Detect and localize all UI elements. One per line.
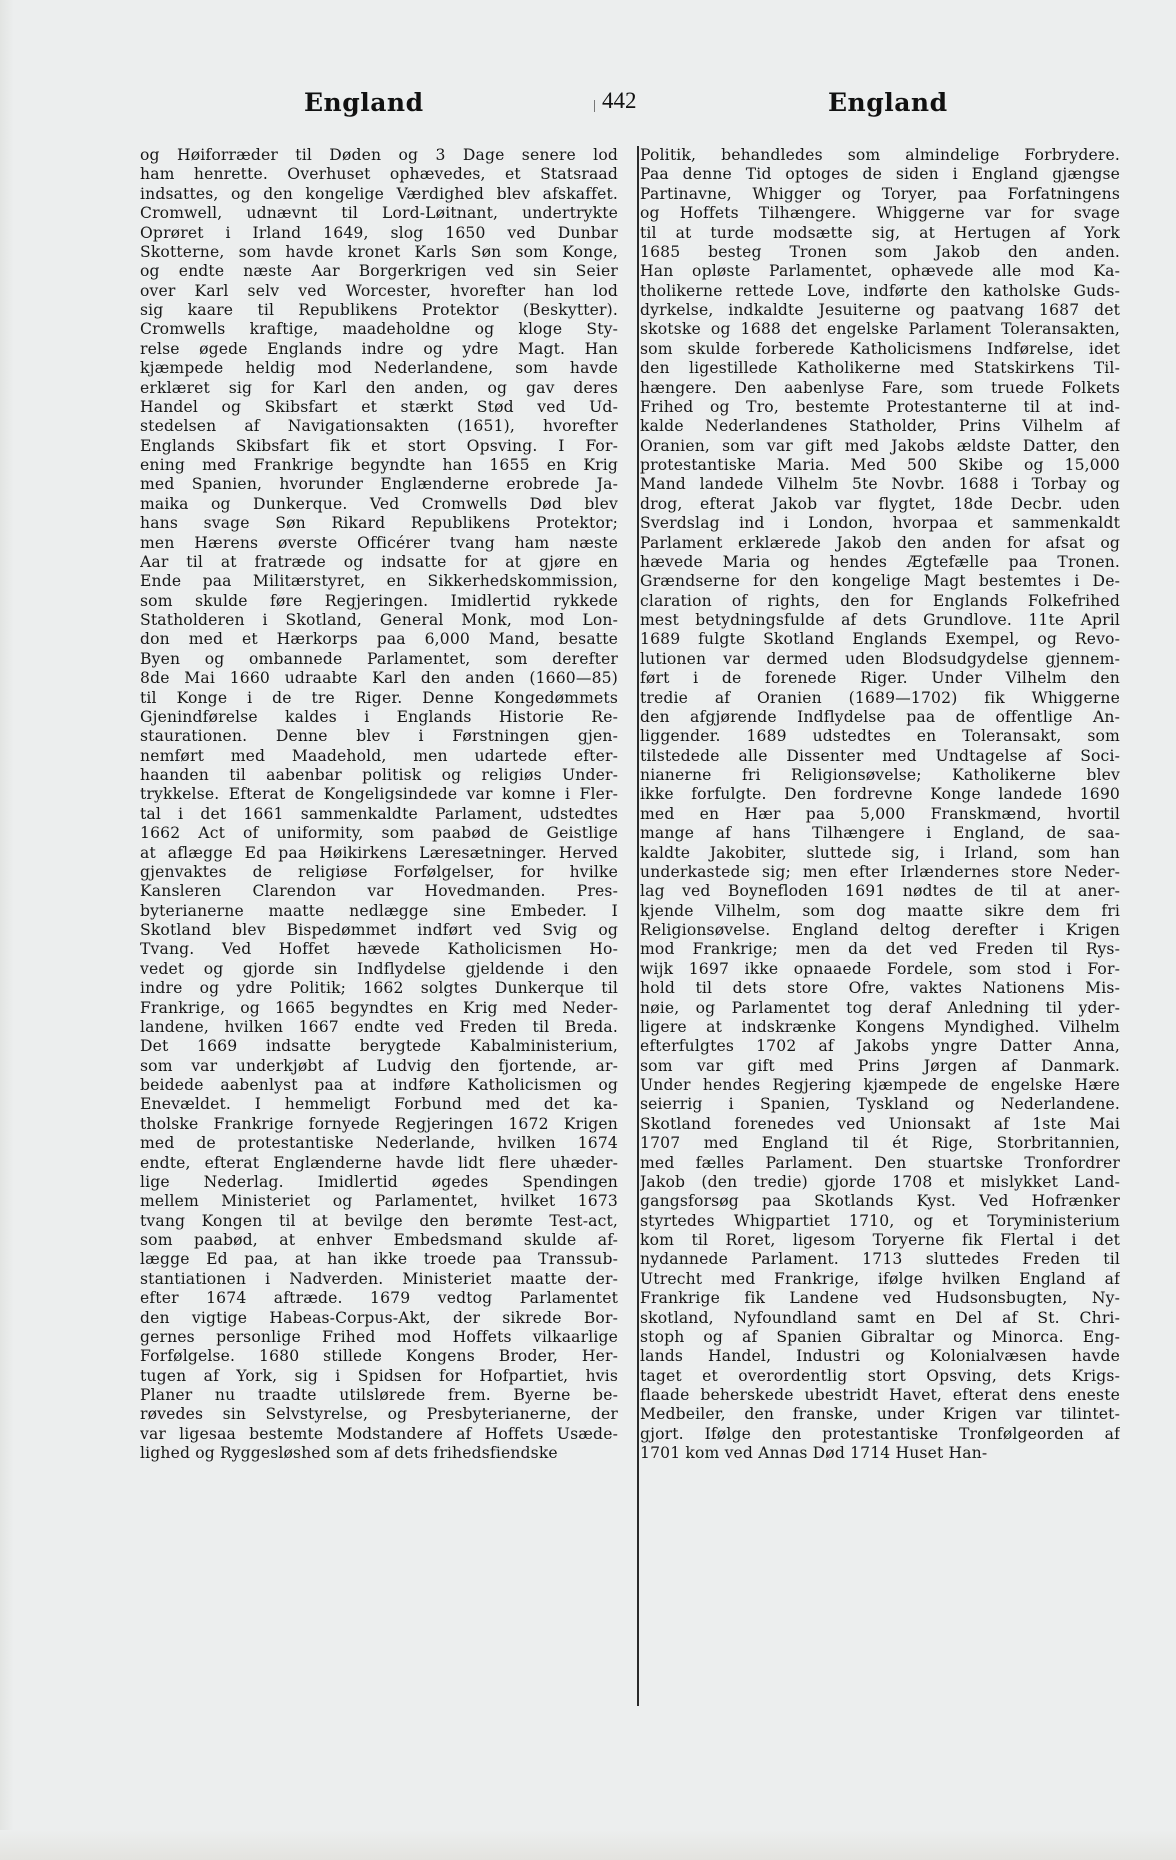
text-line: hængere. Den aabenlyse Fare, som truede Folkets (640, 378, 1120, 397)
text-line: indsattes, og den kongelige Værdighed blev afskaffet. (140, 184, 618, 203)
text-line: mod Frankrige; men da det ved Freden til Rys- (640, 940, 1120, 959)
text-line: til at turde modsætte sig, at Hertugen af York (640, 223, 1120, 242)
text-line: Byen og ombannede Parlamentet, som derefter (140, 649, 618, 668)
text-line: Aar til at fratræde og indsatte for at gjøre en (140, 552, 618, 571)
text-line: Skotland blev Bispedømmet indført ved Svig og (140, 921, 618, 939)
text-line: tredie af Oranien (1689—1702) fik Whiggerne (640, 688, 1120, 707)
text-line: tvang Kongen til at bevilge den berømte Test-act, (140, 1211, 618, 1230)
text-line: don med et Hærkorps paa 6,000 Mand, besatte (140, 630, 618, 649)
text-line: som skulde føre Regjeringen. Imidlertid rykkede (140, 591, 618, 610)
text-line: underkastede sig; men efter Irlændernes store Neder- (640, 862, 1120, 881)
text-line: ham henrette. Overhuset ophævedes, et Statsraad (140, 165, 618, 184)
text-line: staurationen. Denne blev i Førstningen gjen- (140, 727, 618, 746)
page-edge-left (0, 0, 14, 1860)
left-text-column (140, 146, 618, 1464)
text-line: lægge Ed paa, at han ikke troede paa Transsub- (140, 1250, 618, 1269)
text-line: Tvang. Ved Hoffet hævede Katholicismen Ho- (140, 940, 618, 959)
text-line: Politik, behandledes som almindelige Forbrydere. (640, 146, 1120, 164)
text-line: indre og ydre Politik; 1662 solgtes Dunkerque til (140, 979, 618, 998)
text-line: nianerne fri Religionsøvelse; Katholikerne blev (640, 766, 1120, 784)
text-line: Frihed og Tro, bestemte Protestanterne til at ind- (640, 397, 1120, 416)
text-line: stoph og af Spanien Gibraltar og Minorca. Eng- (640, 1327, 1120, 1346)
text-line: Under hendes Regjering kjæmpede de engelske Hære (640, 1076, 1120, 1094)
text-line: Det 1669 indsatte berygtede Kabalministerium, (140, 1037, 618, 1056)
text-line: ført i de forenede Riger. Under Vilhelm den (640, 669, 1120, 688)
running-header (0, 88, 1176, 128)
text-line: med en Hær paa 5,000 Franskmænd, hvortil (640, 804, 1120, 823)
text-line: gangsforsøg paa Skotlands Kyst. Ved Hofrænker (640, 1192, 1120, 1211)
text-line: 1685 besteg Tronen som Jakob den anden. (640, 242, 1120, 261)
text-line: kaldte Jakobiter, sluttede sig, i Irland, som han (640, 843, 1120, 862)
text-line: nydannede Parlament. 1713 sluttedes Freden til (640, 1250, 1120, 1269)
running-head-right: England (828, 88, 948, 117)
text-line: efterfulgtes 1702 af Jakobs yngre Datter Anna, (640, 1037, 1120, 1056)
text-line: var ligesaa bestemte Modstandere af Hoffets Usæde- (140, 1424, 618, 1443)
text-line: som var underkjøbt af Ludvig den fjortende, ar- (140, 1056, 618, 1075)
text-line: ligere at indskrænke Kongens Myndighed. Vilhelm (640, 1017, 1120, 1036)
text-line: gernes personlige Frihed mod Hoffets vilkaarlige (140, 1327, 618, 1346)
text-line: haanden til aabenbar politisk og religiøs Under- (140, 766, 618, 784)
text-line: 1701 kom ved Annas Død 1714 Huset Han- (640, 1444, 988, 1463)
text-line: tugen af York, sig i Spidsen for Hofpartiet, hvis (140, 1366, 618, 1385)
text-line: beidede aabenlyst paa at indføre Katholicismen og (140, 1076, 618, 1094)
text-line: relse øgede Englands indre og ydre Magt. Han (140, 339, 618, 358)
text-line: som var gift med Prins Jørgen af Danmark. (640, 1056, 1120, 1075)
text-line: vedet og gjorde sin Indflydelse gjeldende i den (140, 959, 618, 978)
text-line: lands Handel, Industri og Kolonialvæsen havde (640, 1347, 1120, 1366)
text-line: kalde Nederlandenes Statholder, Prins Vilhelm af (640, 417, 1120, 436)
text-line: efter 1674 aftræde. 1679 vedtog Parlamentet (140, 1289, 618, 1308)
text-line: mellem Ministeriet og Parlamentet, hvilket 1673 (140, 1192, 618, 1211)
text-line: stedelsen af Navigationsakten (1651), hvorefter (140, 417, 618, 436)
text-line: til Konge i de tre Riger. Denne Kongedømmets (140, 688, 618, 707)
text-line: Oprøret i Irland 1649, slog 1650 ved Dunbar (140, 223, 618, 242)
text-line: dyrkelse, indkaldte Jesuiterne og paatvang 1687 det (640, 301, 1120, 319)
text-line: Parlament erklærede Jakob den anden for afsat og (640, 533, 1120, 552)
text-line: gjenvaktes de religiøse Forfølgelser, for hvilke (140, 862, 618, 881)
text-line: Englands Skibsfart fik et stort Opsving. I For- (140, 436, 618, 455)
text-line: wijk 1697 ikke opnaaede Fordele, som stod i For- (640, 959, 1120, 978)
text-line: sig kaare til Republikens Protektor (Beskytter). (140, 301, 618, 319)
text-line: claration of rights, den for Englands Folkefrihed (640, 591, 1120, 610)
column-divider (637, 146, 639, 1706)
text-line: at aflægge Ed paa Høikirkens Læresætninger. Herved (140, 843, 618, 862)
text-line: ikke forfulgte. Den fordrevne Konge landede 1690 (640, 785, 1120, 804)
page-number: 442 (602, 88, 637, 113)
text-line: erklæret sig for Karl den anden, og gav deres (140, 378, 618, 397)
text-line: tholske Frankrige fornyede Regjeringen 1672 Krigen (140, 1114, 618, 1133)
text-line: trykkelse. Efterat de Kongeligsindede var komne i Fler- (140, 785, 618, 804)
text-line: lige Nederlag. Imidlertid øgedes Spendingen (140, 1172, 618, 1191)
text-line: som paabød, at enhver Embedsmand skulde af- (140, 1231, 618, 1249)
text-line: tilstedede alle Dissenter med Undtagelse af Soci- (640, 746, 1120, 765)
text-line: 1707 med England til ét Rige, Storbritannien, (640, 1134, 1120, 1153)
text-line: lutionen var dermed uden Blodsudgydelse gjennem- (640, 649, 1120, 668)
text-line: og endte næste Aar Borgerkrigen ved sin Seier (140, 262, 618, 281)
text-line: som skulde forberede Katholicismens Indførelse, idet (640, 339, 1120, 358)
text-line: med fælles Parlament. Den stuartske Tronfordrer (640, 1153, 1120, 1172)
text-line: endte, efterat Englænderne havde lidt flere uhæder- (140, 1153, 618, 1172)
text-line: hævede Maria og hendes Ægtefælle paa Tronen. (640, 552, 1120, 571)
text-line: kjæmpede heldig mod Nederlandene, som havde (140, 359, 618, 378)
text-line: Sverdslag ind i London, hvorpaa et sammenkaldt (640, 514, 1120, 533)
text-line: mest betydningsfulde af dets Grundlove. 11te April (640, 611, 1120, 629)
text-line: Grændserne for den kongelige Magt bestemtes i De- (640, 572, 1120, 591)
text-line: tal i det 1661 sammenkaldte Parlament, udstedtes (140, 804, 618, 823)
text-line: 1689 fulgte Skotland Englands Exempel, og Revo- (640, 630, 1120, 649)
text-line: Partinavne, Whigger og Toryer, paa Forfatningens (640, 184, 1120, 203)
text-line: Cromwell, udnævnt til Lord-Løitnant, undertrykte (140, 204, 618, 223)
text-line: den vigtige Habeas-Corpus-Akt, der sikrede Bor- (140, 1308, 618, 1327)
text-line: Frankrige, og 1665 begyndtes en Krig med Neder- (140, 998, 618, 1017)
text-line: stantiationen i Nadverden. Ministeriet maatte der- (140, 1269, 618, 1288)
text-line: Forfølgelse. 1680 stillede Kongens Broder, Her- (140, 1347, 618, 1366)
text-line: mange af hans Tilhængere i England, de saa- (640, 824, 1120, 843)
text-line: Kansleren Clarendon var Hovedmanden. Pres- (140, 882, 618, 901)
text-line: landene, hvilken 1667 endte ved Freden til Breda. (140, 1017, 618, 1036)
text-line: Planer nu traadte utilslørede frem. Byerne be- (140, 1386, 618, 1404)
text-line: seierrig i Spanien, Tyskland og Nederlandene. (640, 1095, 1120, 1114)
text-line: Religionsøvelse. England deltog derefter i Krigen (640, 921, 1120, 939)
text-line: Skotterne, som havde kronet Karls Søn som Konge, (140, 242, 618, 261)
text-line: over Karl selv ved Worcester, hvorefter han lod (140, 281, 618, 300)
text-line: Statholderen i Skotland, General Monk, mod Lon- (140, 611, 618, 629)
text-line: Han opløste Parlamentet, ophævede alle mod Ka- (640, 262, 1120, 281)
text-line: gjort. Ifølge den protestantiske Tronfølgeorden af (640, 1424, 1120, 1443)
text-line: styrtedes Whigpartiet 1710, og et Toryministerium (640, 1211, 1120, 1230)
text-line: nemført med Maadehold, men udartede efter- (140, 746, 618, 765)
text-line: skotland, Nyfoundland samt en Del af St. Chri- (640, 1308, 1120, 1327)
text-line: byterianerne maatte nedlægge sine Embeder. I (140, 901, 618, 920)
text-line: røvedes sin Selvstyrelse, og Presbyterianerne, der (140, 1405, 618, 1424)
text-line: Mand landede Vilhelm 5te Novbr. 1688 i Torbay og (640, 475, 1120, 494)
text-line: med Spanien, hvorunder Englænderne erobrede Ja- (140, 475, 618, 494)
text-line: og Høiforræder til Døden og 3 Dage senere lod (140, 146, 618, 164)
text-line: skotske og 1688 det engelske Parlament Toleransakten, (640, 320, 1120, 339)
running-head-left: England (304, 88, 424, 117)
text-line: og Hoffets Tilhængere. Whiggerne var for svage (640, 204, 1120, 223)
text-line: Cromwells kraftige, maadeholdne og kloge Sty- (140, 320, 618, 339)
text-line: den ligestillede Katholikerne med Statskirkens Til- (640, 359, 1120, 378)
text-line: Jakob (den tredie) gjorde 1708 et mislykket Land- (640, 1172, 1120, 1191)
text-line: 8de Mai 1660 udraabte Karl den anden (1660—85) (140, 669, 618, 688)
text-line: protestantiske Maria. Med 500 Skibe og 15,000 (640, 456, 1120, 474)
text-line: nøie, og Parlamentet tog deraf Anledning til yder- (640, 998, 1120, 1017)
text-line: maika og Dunkerque. Ved Cromwells Død blev (140, 494, 618, 513)
text-line: kjende Vilhelm, som dog maatte sikre dem fri (640, 901, 1120, 920)
text-line: drog, efterat Jakob var flygtet, 18de Decbr. uden (640, 494, 1120, 513)
text-line: Enevældet. I hemmeligt Forbund med det ka- (140, 1095, 618, 1114)
text-line: men Hærens øverste Officérer tvang ham næste (140, 533, 618, 552)
text-line: den afgjørende Indflydelse paa de offentlige An- (640, 707, 1120, 726)
text-line: hans svage Søn Rikard Republikens Protektor; (140, 514, 618, 533)
text-line: med de protestantiske Nederlande, hvilken 1674 (140, 1134, 618, 1153)
text-line: lighed og Ryggesløshed som af dets frihedsfiendske (140, 1444, 558, 1463)
text-line: Handel og Skibsfart et stærkt Stød ved Ud- (140, 397, 618, 416)
text-line: kom til Roret, ligesom Toryerne fik Flertal i det (640, 1231, 1120, 1249)
text-line: ening med Frankrige begyndte han 1655 en Krig (140, 456, 618, 474)
text-line: Skotland forenedes ved Unionsakt af 1ste Mai (640, 1114, 1120, 1133)
text-line: 1662 Act of uniformity, som paabød de Geistlige (140, 824, 618, 843)
text-line: flaade beherskede ubestridt Havet, efterat dens eneste (640, 1386, 1120, 1404)
text-line: Oranien, som var gift med Jakobs ældste Datter, den (640, 436, 1120, 455)
text-line: Medbeiler, den franske, under Krigen var tilintet- (640, 1405, 1120, 1424)
text-line: Frankrige fik Landene ved Hudsonsbugten, Ny- (640, 1289, 1120, 1308)
text-line: tholikerne rettede Love, indførte den katholske Guds- (640, 281, 1120, 300)
text-line: taget et overordentlig stort Opsving, dets Krigs- (640, 1366, 1120, 1385)
text-line: Gjenindførelse kaldes i Englands Historie Re- (140, 707, 618, 726)
right-text-column (640, 146, 1120, 1464)
page-edge-bottom (0, 1830, 1176, 1860)
text-line: Paa denne Tid optoges de siden i England gjængse (640, 165, 1120, 184)
text-line: hold til dets store Ofre, vaktes Nationens Mis- (640, 979, 1120, 998)
text-line: lag ved Boynefloden 1691 nødtes de til at aner- (640, 882, 1120, 901)
text-line: liggender. 1689 udstedtes en Toleransakt, som (640, 727, 1120, 746)
text-line: Utrecht med Frankrige, ifølge hvilken England af (640, 1269, 1120, 1288)
text-line: Ende paa Militærstyret, en Sikkerhedskommission, (140, 572, 618, 591)
